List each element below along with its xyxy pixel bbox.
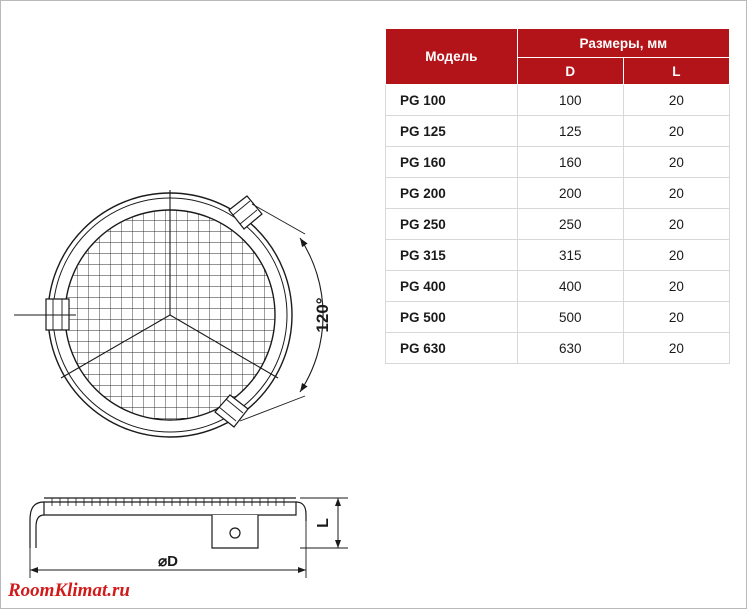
cell-d: 630	[517, 333, 623, 364]
svg-text:⌀D: ⌀D	[158, 553, 178, 570]
cell-model: PG 160	[386, 147, 518, 178]
cell-d: 100	[517, 85, 623, 116]
cell-model: PG 630	[386, 333, 518, 364]
cell-l: 20	[623, 178, 729, 209]
cell-l: 20	[623, 271, 729, 302]
table-row	[386, 302, 730, 333]
cell-l: 20	[623, 147, 729, 178]
cell-d: 160	[517, 147, 623, 178]
column-header-d: D	[517, 58, 623, 85]
cell-l: 20	[623, 302, 729, 333]
height-dimension	[300, 498, 348, 548]
cell-model: PG 315	[386, 240, 518, 271]
table-header-row-1	[386, 29, 730, 58]
cell-model: PG 100	[386, 85, 518, 116]
angle-label: 120°	[313, 297, 332, 333]
cell-d: 200	[517, 178, 623, 209]
cell-model: PG 200	[386, 178, 518, 209]
cell-d: 125	[517, 116, 623, 147]
table-body	[386, 85, 730, 364]
cell-l: 20	[623, 209, 729, 240]
spec-table	[385, 28, 730, 364]
cell-d: 315	[517, 240, 623, 271]
table-row	[386, 147, 730, 178]
cell-d: 250	[517, 209, 623, 240]
table-row	[386, 333, 730, 364]
column-header-dimensions: Размеры, мм	[517, 29, 729, 58]
cell-l: 20	[623, 333, 729, 364]
table-header	[386, 29, 730, 85]
side-view-section	[30, 498, 306, 548]
column-header-model: Модель	[386, 29, 518, 85]
cell-model: PG 125	[386, 116, 518, 147]
spec-table-container	[385, 28, 730, 364]
cell-model: PG 400	[386, 271, 518, 302]
diameter-dimension	[30, 521, 306, 578]
table-row	[386, 209, 730, 240]
cell-l: 20	[623, 116, 729, 147]
table-row	[386, 85, 730, 116]
watermark: RoomKlimat.ru	[8, 580, 130, 601]
cell-l: 20	[623, 240, 729, 271]
cell-d: 500	[517, 302, 623, 333]
table-row	[386, 116, 730, 147]
column-header-l: L	[623, 58, 729, 85]
cell-d: 400	[517, 271, 623, 302]
top-view-grille	[14, 190, 323, 437]
cell-l: 20	[623, 85, 729, 116]
cell-model: PG 250	[386, 209, 518, 240]
table-row	[386, 271, 730, 302]
cell-model: PG 500	[386, 302, 518, 333]
svg-text:L: L	[315, 518, 332, 528]
table-row	[386, 178, 730, 209]
table-row	[386, 240, 730, 271]
